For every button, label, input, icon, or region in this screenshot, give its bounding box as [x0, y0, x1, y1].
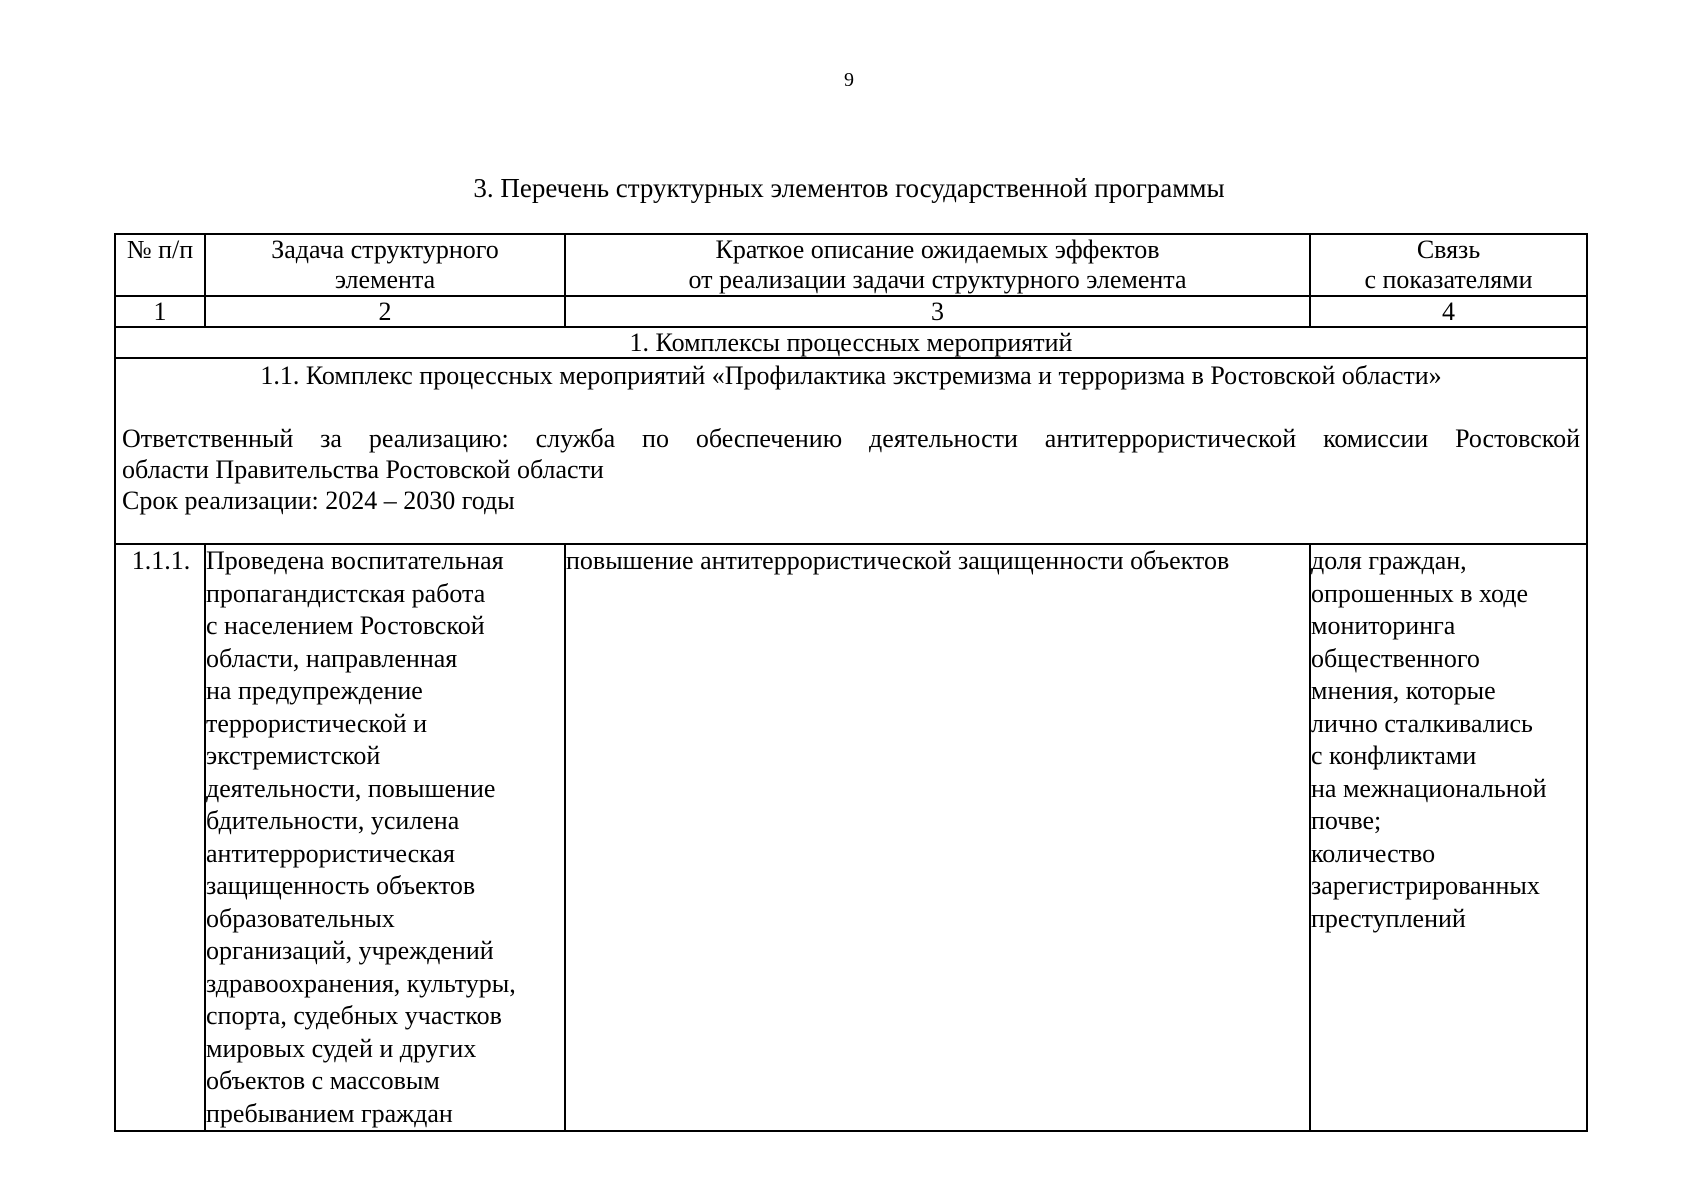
row-task-line: объектов с массовым	[206, 1066, 440, 1095]
row-indicator-line: количество	[1311, 838, 1436, 868]
complex-title: 1.1. Комплекс процессных мероприятий «Профилактика экстремизма и терроризма в Ростовской области»	[260, 361, 1442, 390]
header-effect-cell	[565, 234, 1310, 296]
row-task-line: организаций, учреждений	[206, 936, 494, 965]
row-task-line: экстремистской	[206, 741, 381, 770]
row-task-line: Проведена воспитательная	[206, 546, 504, 575]
header-task-line-2: элемента	[334, 265, 436, 294]
header-number-cell	[115, 234, 205, 296]
row-task-line: пропагандистская работа	[206, 578, 486, 608]
row-task-line: антитеррористическая	[206, 838, 455, 868]
row-indicator-line: опрошенных в ходе	[1311, 578, 1529, 608]
table-header-row	[115, 234, 1587, 296]
row-indicators	[1310, 544, 1587, 1131]
structure-elements-table	[114, 233, 1588, 1132]
row-task-line: с населением Ростовской	[206, 611, 485, 640]
complex-details	[122, 423, 1580, 516]
row-effect: повышение антитеррористической защищенности объектов	[565, 544, 1310, 1131]
page-number: 9	[844, 69, 854, 91]
row-task-line: бдительности, усилена	[206, 806, 460, 835]
header-indicator-cell	[1310, 234, 1587, 296]
row-indicator-line: преступлений	[1311, 903, 1466, 933]
row-task-line: спорта, судебных участков	[206, 1001, 502, 1030]
column-number-2: 2	[205, 296, 565, 327]
header-indicator-line-2: с показателями	[1364, 265, 1533, 294]
complex-cell	[115, 358, 1587, 544]
row-task-line: образовательных	[206, 903, 395, 933]
row-indicator-line: доля граждан,	[1311, 546, 1467, 575]
section-row-title: 1. Комплексы процессных мероприятий	[115, 327, 1587, 358]
header-number-label: № п/п	[126, 235, 194, 264]
header-task-cell	[205, 234, 565, 296]
row-task-line: на предупреждение	[206, 676, 423, 705]
row-indicator-line: лично сталкивались	[1311, 708, 1533, 738]
row-indicator-line: почве;	[1311, 806, 1382, 835]
row-indicator-line: мониторинга	[1311, 611, 1456, 640]
column-number-1: 1	[115, 296, 205, 327]
row-task-line: деятельности, повышение	[206, 773, 496, 803]
section-row	[115, 327, 1587, 358]
column-number-row	[115, 296, 1587, 327]
row-task-line: пребыванием граждан	[206, 1098, 453, 1128]
column-number-3: 3	[565, 296, 1310, 327]
complex-term: Срок реализации: 2024 – 2030 годы	[122, 486, 515, 515]
row-indicator-line: мнения, которые	[1311, 676, 1496, 705]
header-indicator-line-1: Связь	[1416, 235, 1481, 264]
row-indicator-line: с конфликтами	[1311, 741, 1477, 770]
row-indicator-line: общественного	[1311, 643, 1480, 673]
row-task	[205, 544, 565, 1131]
row-task-line: здравоохранения, культуры,	[206, 968, 516, 998]
row-task-line: области, направленная	[206, 643, 458, 673]
complex-responsible-line-2: области Правительства Ростовской области	[122, 455, 604, 484]
row-indicator-line: на межнациональной	[1311, 773, 1547, 803]
row-task-line: террористической и	[206, 708, 428, 738]
row-indicator-line: зарегистрированных	[1311, 871, 1540, 900]
row-task-line: защищенность объектов	[206, 871, 476, 900]
header-task-line-1: Задача структурного	[271, 235, 499, 264]
column-number-4: 4	[1310, 296, 1587, 327]
complex-responsible-line-1: Ответственный за реализацию: служба по обеспечению деятельности антитеррористической комиссии Ростовской	[122, 424, 1580, 453]
row-task-line: мировых судей и других	[206, 1033, 477, 1063]
complex-row	[115, 358, 1587, 544]
row-number: 1.1.1.	[115, 544, 205, 1131]
table-row	[115, 544, 1587, 1131]
section-title: 3. Перечень структурных элементов государственной программы	[473, 173, 1225, 203]
header-effect-line-1: Краткое описание ожидаемых эффектов	[715, 235, 1160, 264]
header-effect-line-2: от реализации задачи структурного элемента	[688, 265, 1187, 294]
